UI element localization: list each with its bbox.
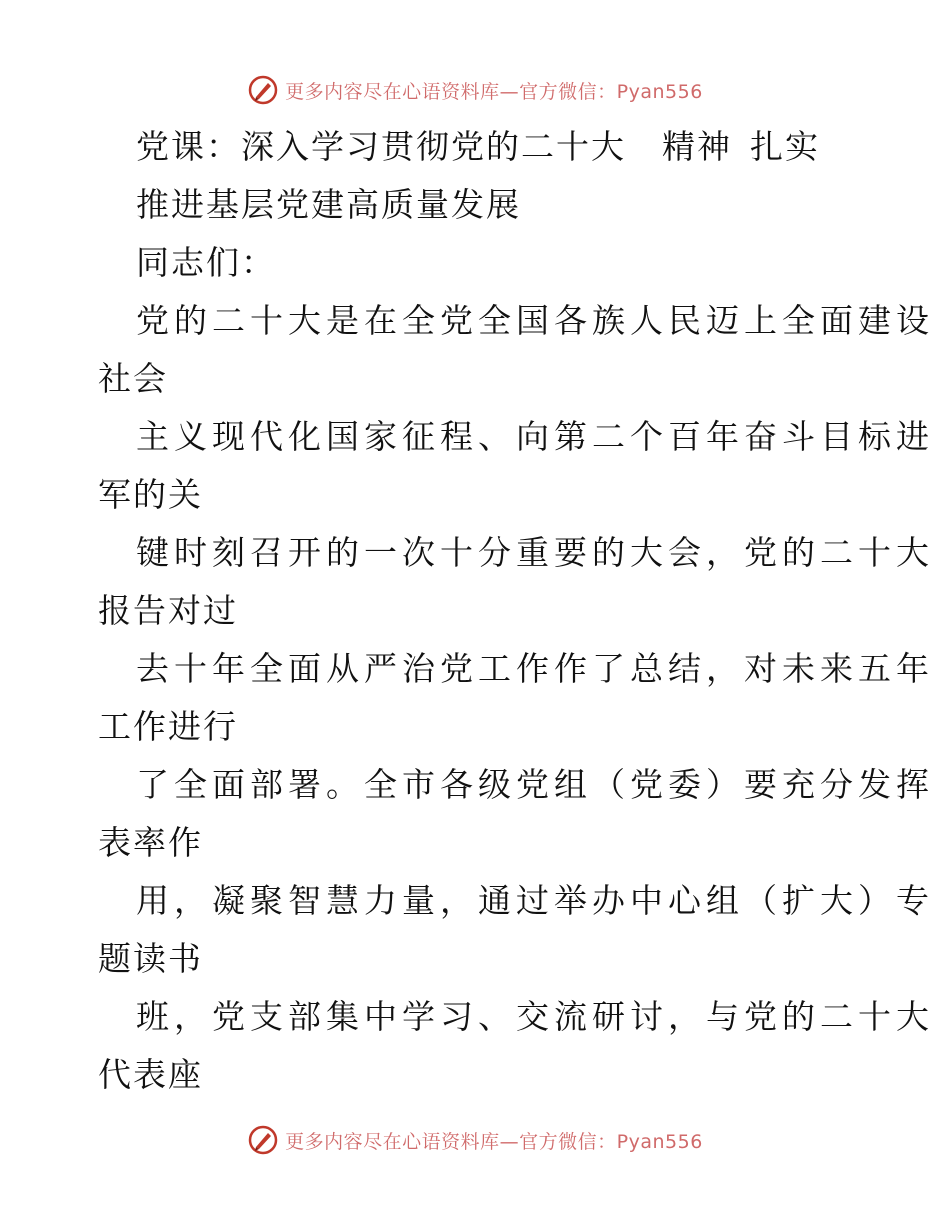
title-line-2: 推进基层党建高质量发展 [136, 185, 521, 224]
paragraph-line: 社会 [98, 359, 168, 398]
paragraph-line: 军的关 [98, 475, 203, 514]
watermark-footer [0, 1120, 950, 1160]
pen-logo-icon [247, 1124, 279, 1156]
paragraph-line: 用，凝聚智慧力量，通过举办中心组（扩大）专 [136, 881, 934, 920]
paragraph-line: 了全面部署。全市各级党组（党委）要充分发挥 [136, 765, 934, 804]
paragraph-line: 题读书 [98, 939, 203, 978]
paragraph-line: 主义现代化国家征程、向第二个百年奋斗目标进 [136, 417, 934, 456]
title-part-2: 精神 [662, 127, 732, 166]
paragraph-line: 去十年全面从严治党工作作了总结，对未来五年 [136, 649, 934, 688]
paragraph-line: 键时刻召开的一次十分重要的大会，党的二十大 [136, 533, 934, 572]
paragraph-line: 党的二十大是在全党全国各族人民迈上全面建设 [136, 301, 934, 340]
paragraph-line: 班，党支部集中学习、交流研讨，与党的二十大 [136, 997, 934, 1036]
paragraph-line: 工作进行 [98, 707, 238, 746]
salutation: 同志们： [136, 243, 276, 282]
title-part-3: 扎实 [750, 127, 820, 166]
pen-logo-icon [247, 74, 279, 106]
watermark-text: 更多内容尽在心语资料库—官方微信：Pyan556 [285, 80, 703, 103]
title-line-1 [98, 118, 858, 176]
watermark-header [0, 70, 950, 110]
paragraph-line: 表率作 [98, 823, 203, 862]
title-part-1: 党课：深入学习贯彻党的二十大 [136, 127, 626, 166]
document-body [98, 118, 934, 1104]
paragraph-line: 代表座 [98, 1055, 203, 1094]
watermark-text: 更多内容尽在心语资料库—官方微信：Pyan556 [285, 1130, 703, 1153]
paragraph-line: 报告对过 [98, 591, 238, 630]
